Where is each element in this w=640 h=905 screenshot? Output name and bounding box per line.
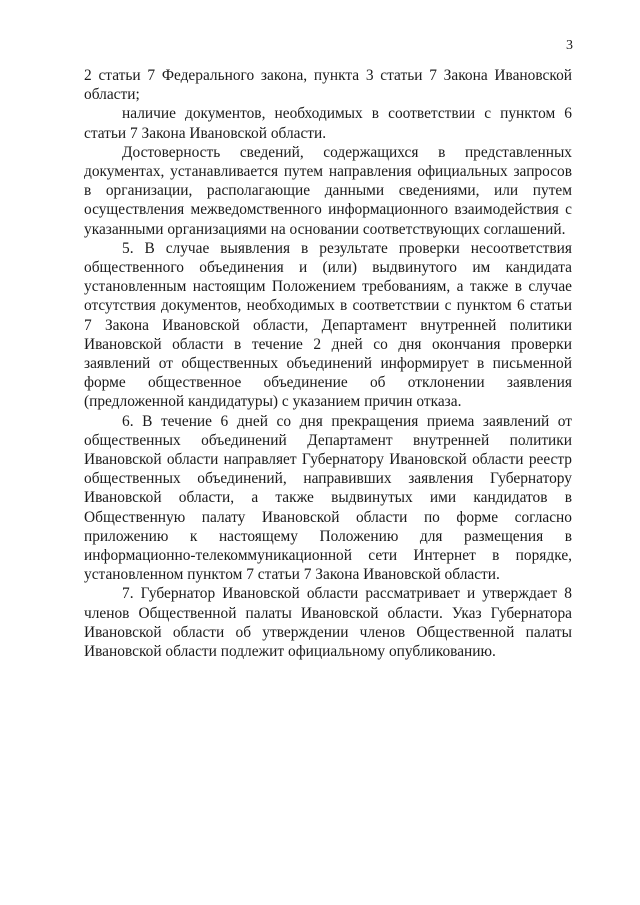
- paragraph-item-7: 7. Губернатор Ивановской области рассматривает и утверждает 8 членов Общественной палаты Ивановской области. Указ Губернатора Ивановской области об утверждении членов Общественной палаты Ивановской области подлежит официальному опубликованию.: [84, 585, 572, 661]
- page-number: 3: [566, 38, 573, 53]
- paragraph-verification: Достоверность сведений, содержащихся в представленных документах, устанавливается путем направления официальных запросов в организации, располагающие данными сведениями, или путем осуществления межведомственного информационного взаимодействия с указанными организациями на основании соответствующих соглашений.: [84, 143, 572, 238]
- document-body: [84, 66, 572, 661]
- paragraph-item-6: 6. В течение 6 дней со дня прекращения приема заявлений от общественных объединений Департамент внутренней политики Ивановской области направляет Губернатору Ивановской области реестр общественных объединений, направивших заявления Губернатору Ивановской области, а также выдвинутых ими кандидатов в Общественную палату Ивановской области по форме согласно приложению к настоящему Положению для размещения в информационно-телекоммуникационной сети Интернет в порядке, установленном пунктом 7 статьи 7 Закона Ивановской области.: [84, 412, 572, 584]
- paragraph-continuation: 2 статьи 7 Федерального закона, пункта 3 статьи 7 Закона Ивановской области;: [84, 67, 572, 104]
- paragraph-item-5: 5. В случае выявления в результате проверки несоответствия общественного объединения и (или) выдвинутого им кандидата установленным настоящим Положением требованиям, а также в случае отсутствия документов, необходимых в соответствии с пунктом 6 статьи 7 Закона Ивановской области, Департамент внутренней политики Ивановской области в течение 2 дней со дня окончания проверки заявлений от общественных объединений информирует в письменной форме общественное объединение об отклонении заявления (предложенной кандидатуры) с указанием причин отказа.: [84, 239, 572, 411]
- paragraph-documents-requirement: наличие документов, необходимых в соответствии с пунктом 6 статьи 7 Закона Ивановской области.: [84, 105, 572, 142]
